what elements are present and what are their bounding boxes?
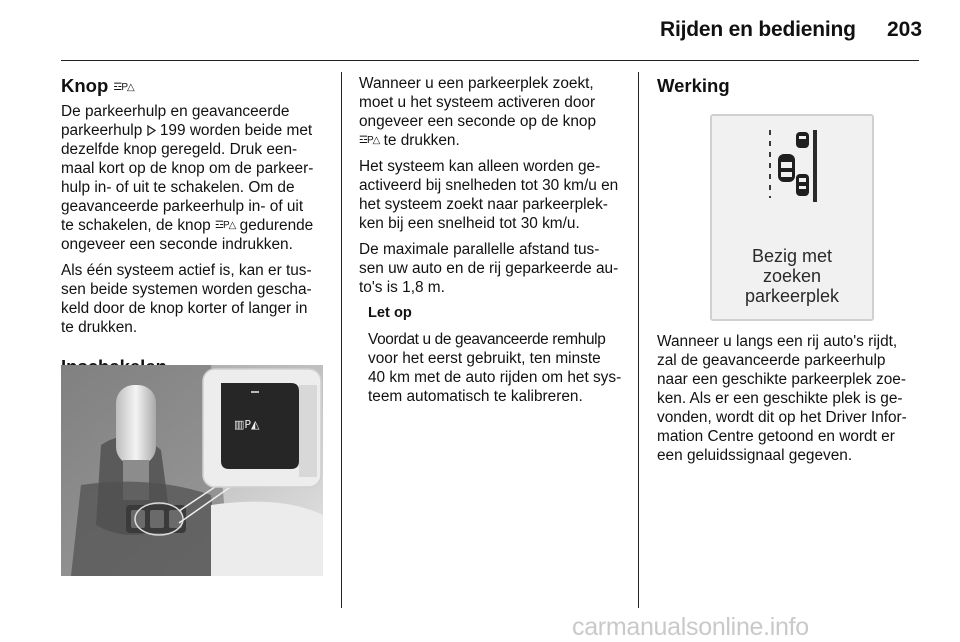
text-line: vonden, wordt dit op het Driver Infor- [657, 409, 907, 426]
text-line: ongeveer een seconde op de knop [359, 113, 597, 130]
text-line: gedurende [239, 217, 314, 234]
paragraph-switching [61, 261, 331, 337]
driver-information-display [710, 114, 874, 321]
note-title: Let op [368, 305, 412, 321]
right-column-body [657, 332, 927, 472]
text-line: De maximale parallelle afstand tus- [359, 241, 600, 258]
text-line: ongeveer een seconde indrukken. [61, 236, 293, 253]
text-line: geavanceerde parkeerhulp in- of uit [61, 198, 304, 215]
header-rule [61, 60, 919, 61]
section-heading-knop [61, 74, 331, 100]
text-line: voor het eerst gebruikt, ten minste [368, 350, 601, 367]
paragraph-operation [657, 332, 927, 465]
display-text-line-2: zoeken [762, 266, 822, 286]
right-column [657, 74, 927, 100]
parking-button-icon: ☲P△ [215, 220, 236, 231]
parking-search-graphic [712, 116, 872, 211]
text-line: parkeerhulp [61, 122, 143, 139]
text-line: een geluidssignaal gegeven. [657, 447, 853, 464]
text-line: sen beide systemen worden gescha- [61, 281, 312, 298]
paragraph-activate [359, 74, 629, 150]
middle-column [359, 74, 629, 413]
text-line: to's is 1,8 m. [359, 279, 445, 296]
paragraph-speed-limit [359, 157, 629, 233]
left-column [61, 74, 331, 389]
text-line: sen uw auto en de rij geparkeerde au- [359, 260, 619, 277]
column-divider-left [341, 72, 342, 608]
paragraph-distance [359, 240, 629, 297]
text-line: te schakelen, de knop [61, 217, 211, 234]
text-line: teem automatisch te kalibreren. [368, 388, 583, 405]
text-line: te drukken. [61, 319, 138, 336]
text-line: activeerd bij snelheden tot 30 km/u en [359, 177, 619, 194]
display-text-line-3: parkeerplek [744, 286, 840, 306]
text-line: Het systeem kan alleen worden ge- [359, 158, 601, 175]
text-line: te drukken. [383, 132, 460, 149]
column-divider-right [638, 72, 639, 608]
text-line: ken. Als er een geschikte plek is ge- [657, 390, 903, 407]
text-line: ken bij een snelheid tot 30 km/u. [359, 215, 580, 232]
text-line: hulp in- of uit te schakelen. Om de [61, 179, 295, 196]
note-box [368, 304, 629, 406]
note-body [368, 330, 629, 406]
section-heading-werking: Werking [657, 75, 730, 96]
heading-text: Knop [61, 75, 109, 96]
text-line: 40 km met de auto rijden om het sys- [368, 369, 622, 386]
text-line: Voordat u de geavanceerde remhulp [368, 331, 606, 348]
page-number: 203 [887, 18, 923, 41]
parking-button-icon: ☲P△ [359, 135, 380, 146]
running-header-title: Rijden en bediening [660, 18, 856, 41]
page-ref-arrow-icon [147, 125, 156, 136]
text-line: mation Centre getoond en wordt er [657, 428, 895, 445]
text-line: dezelfde knop geregeld. Druk een- [61, 141, 298, 158]
text-line: het systeem zoekt naar parkeerplek- [359, 196, 608, 213]
text-line: Wanneer u een parkeerplek zoekt, [359, 75, 594, 92]
console-button-photo [61, 365, 323, 576]
text-line: keld door de knop korter of langer in [61, 300, 308, 317]
text-line: maal kort op de knop om de parkeer- [61, 160, 314, 177]
display-text-line-1: Bezig met [751, 246, 833, 266]
text-line: De parkeerhulp en geavanceerde [61, 103, 290, 120]
watermark-text: carmanualsonline.info [572, 613, 809, 641]
parking-button-icon: ☲P△ [113, 82, 134, 93]
text-line: Wanneer u langs een rij auto's rijdt, [657, 333, 898, 350]
text-line: 199 worden beide met [159, 122, 313, 139]
text-line: Als één systeem actief is, kan er tus- [61, 262, 312, 279]
text-line: moet u het systeem activeren door [359, 94, 596, 111]
console-photo-illustration [61, 365, 323, 576]
text-line: naar een geschikte parkeerplek zoe- [657, 371, 906, 388]
paragraph-knop-intro [61, 102, 331, 254]
text-line: zal de geavanceerde parkeerhulp [657, 352, 886, 369]
svg-text:▥P◭: ▥P◭ [234, 418, 260, 431]
